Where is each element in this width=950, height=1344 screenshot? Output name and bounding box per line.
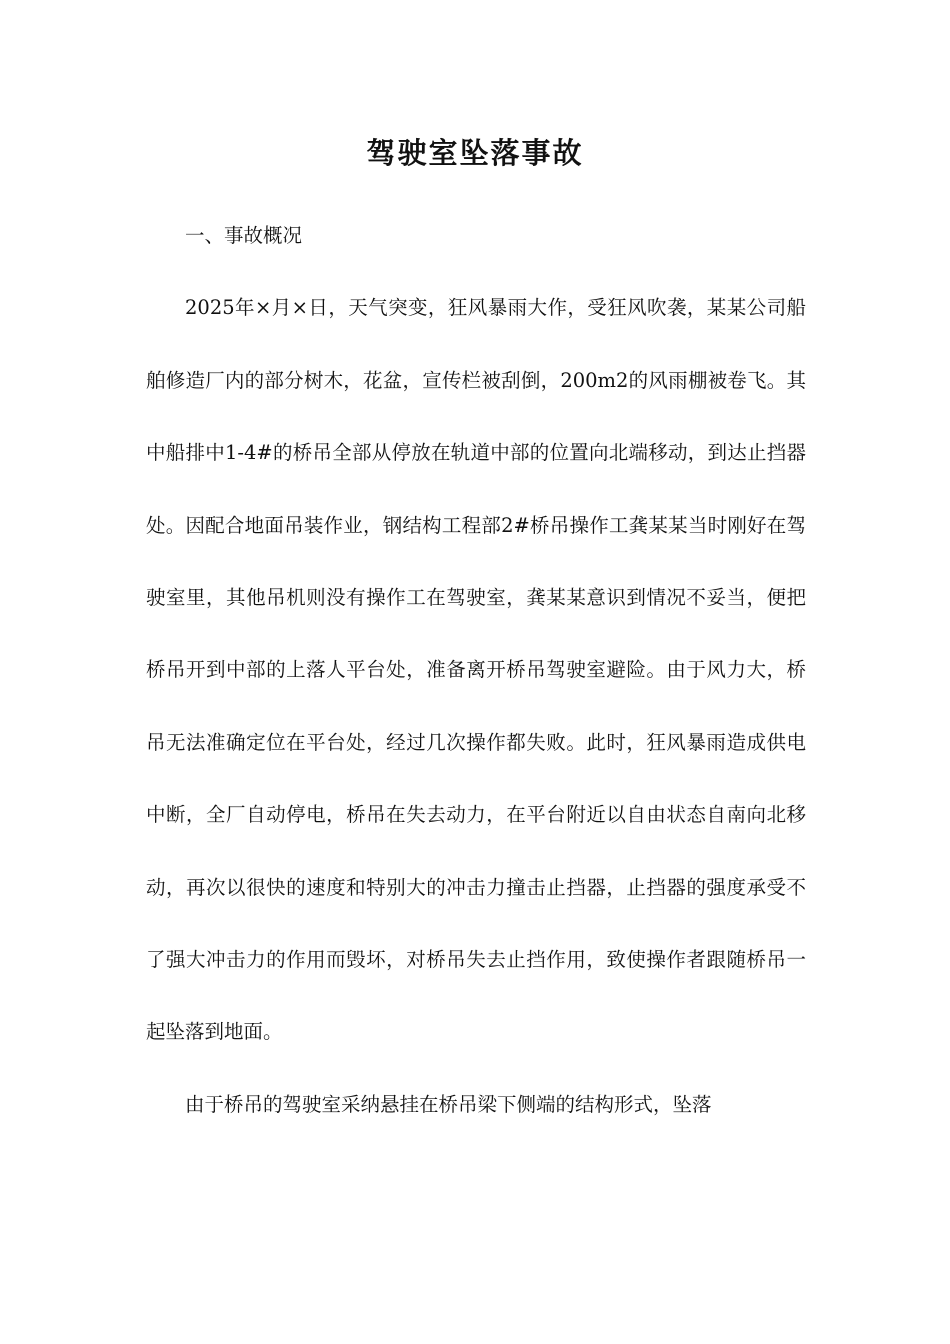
paragraph: 2025年×月×日，天气突变，狂风暴雨大作，受狂风吹袭，某某公司船舶修造厂内的部分树木，花盆，宣传栏被刮倒，200m2的风雨棚被卷飞。其中船排中1-4#的桥吊全部从停放在轨道中部的位置向北端移动，到达止挡器处。因配合地面吊装作业，钢结构工程部2#桥吊操作工龚某某当时刚好在驾驶室里，其他吊机则没有操作工在驾驶室，龚某某意识到情况不妥当，便把桥吊开到中部的上落人平台处，准备离开桥吊驾驶室避险。由于风力大，桥吊无法准确定位在平台处，经过几次操作都失败。此时，狂风暴雨造成供电中断，全厂自动停电，桥吊在失去动力，在平台附近以自由状态自南向北移动，再次以很快的速度和特别大的冲击力撞击止挡器，止挡器的强度承受不了强大冲击力的作用而毁坏，对桥吊失去止挡作用，致使操作者跟随桥吊一起坠落到地面。 bbox=[146, 296, 806, 1044]
section-heading: 一、事故概况 bbox=[185, 224, 303, 247]
document-body bbox=[146, 200, 806, 1141]
document-title: 驾驶室坠落事故 bbox=[366, 136, 584, 170]
paragraph: 由于桥吊的驾驶室采纳悬挂在桥吊梁下侧端的结构形式，坠落 bbox=[185, 1092, 712, 1116]
